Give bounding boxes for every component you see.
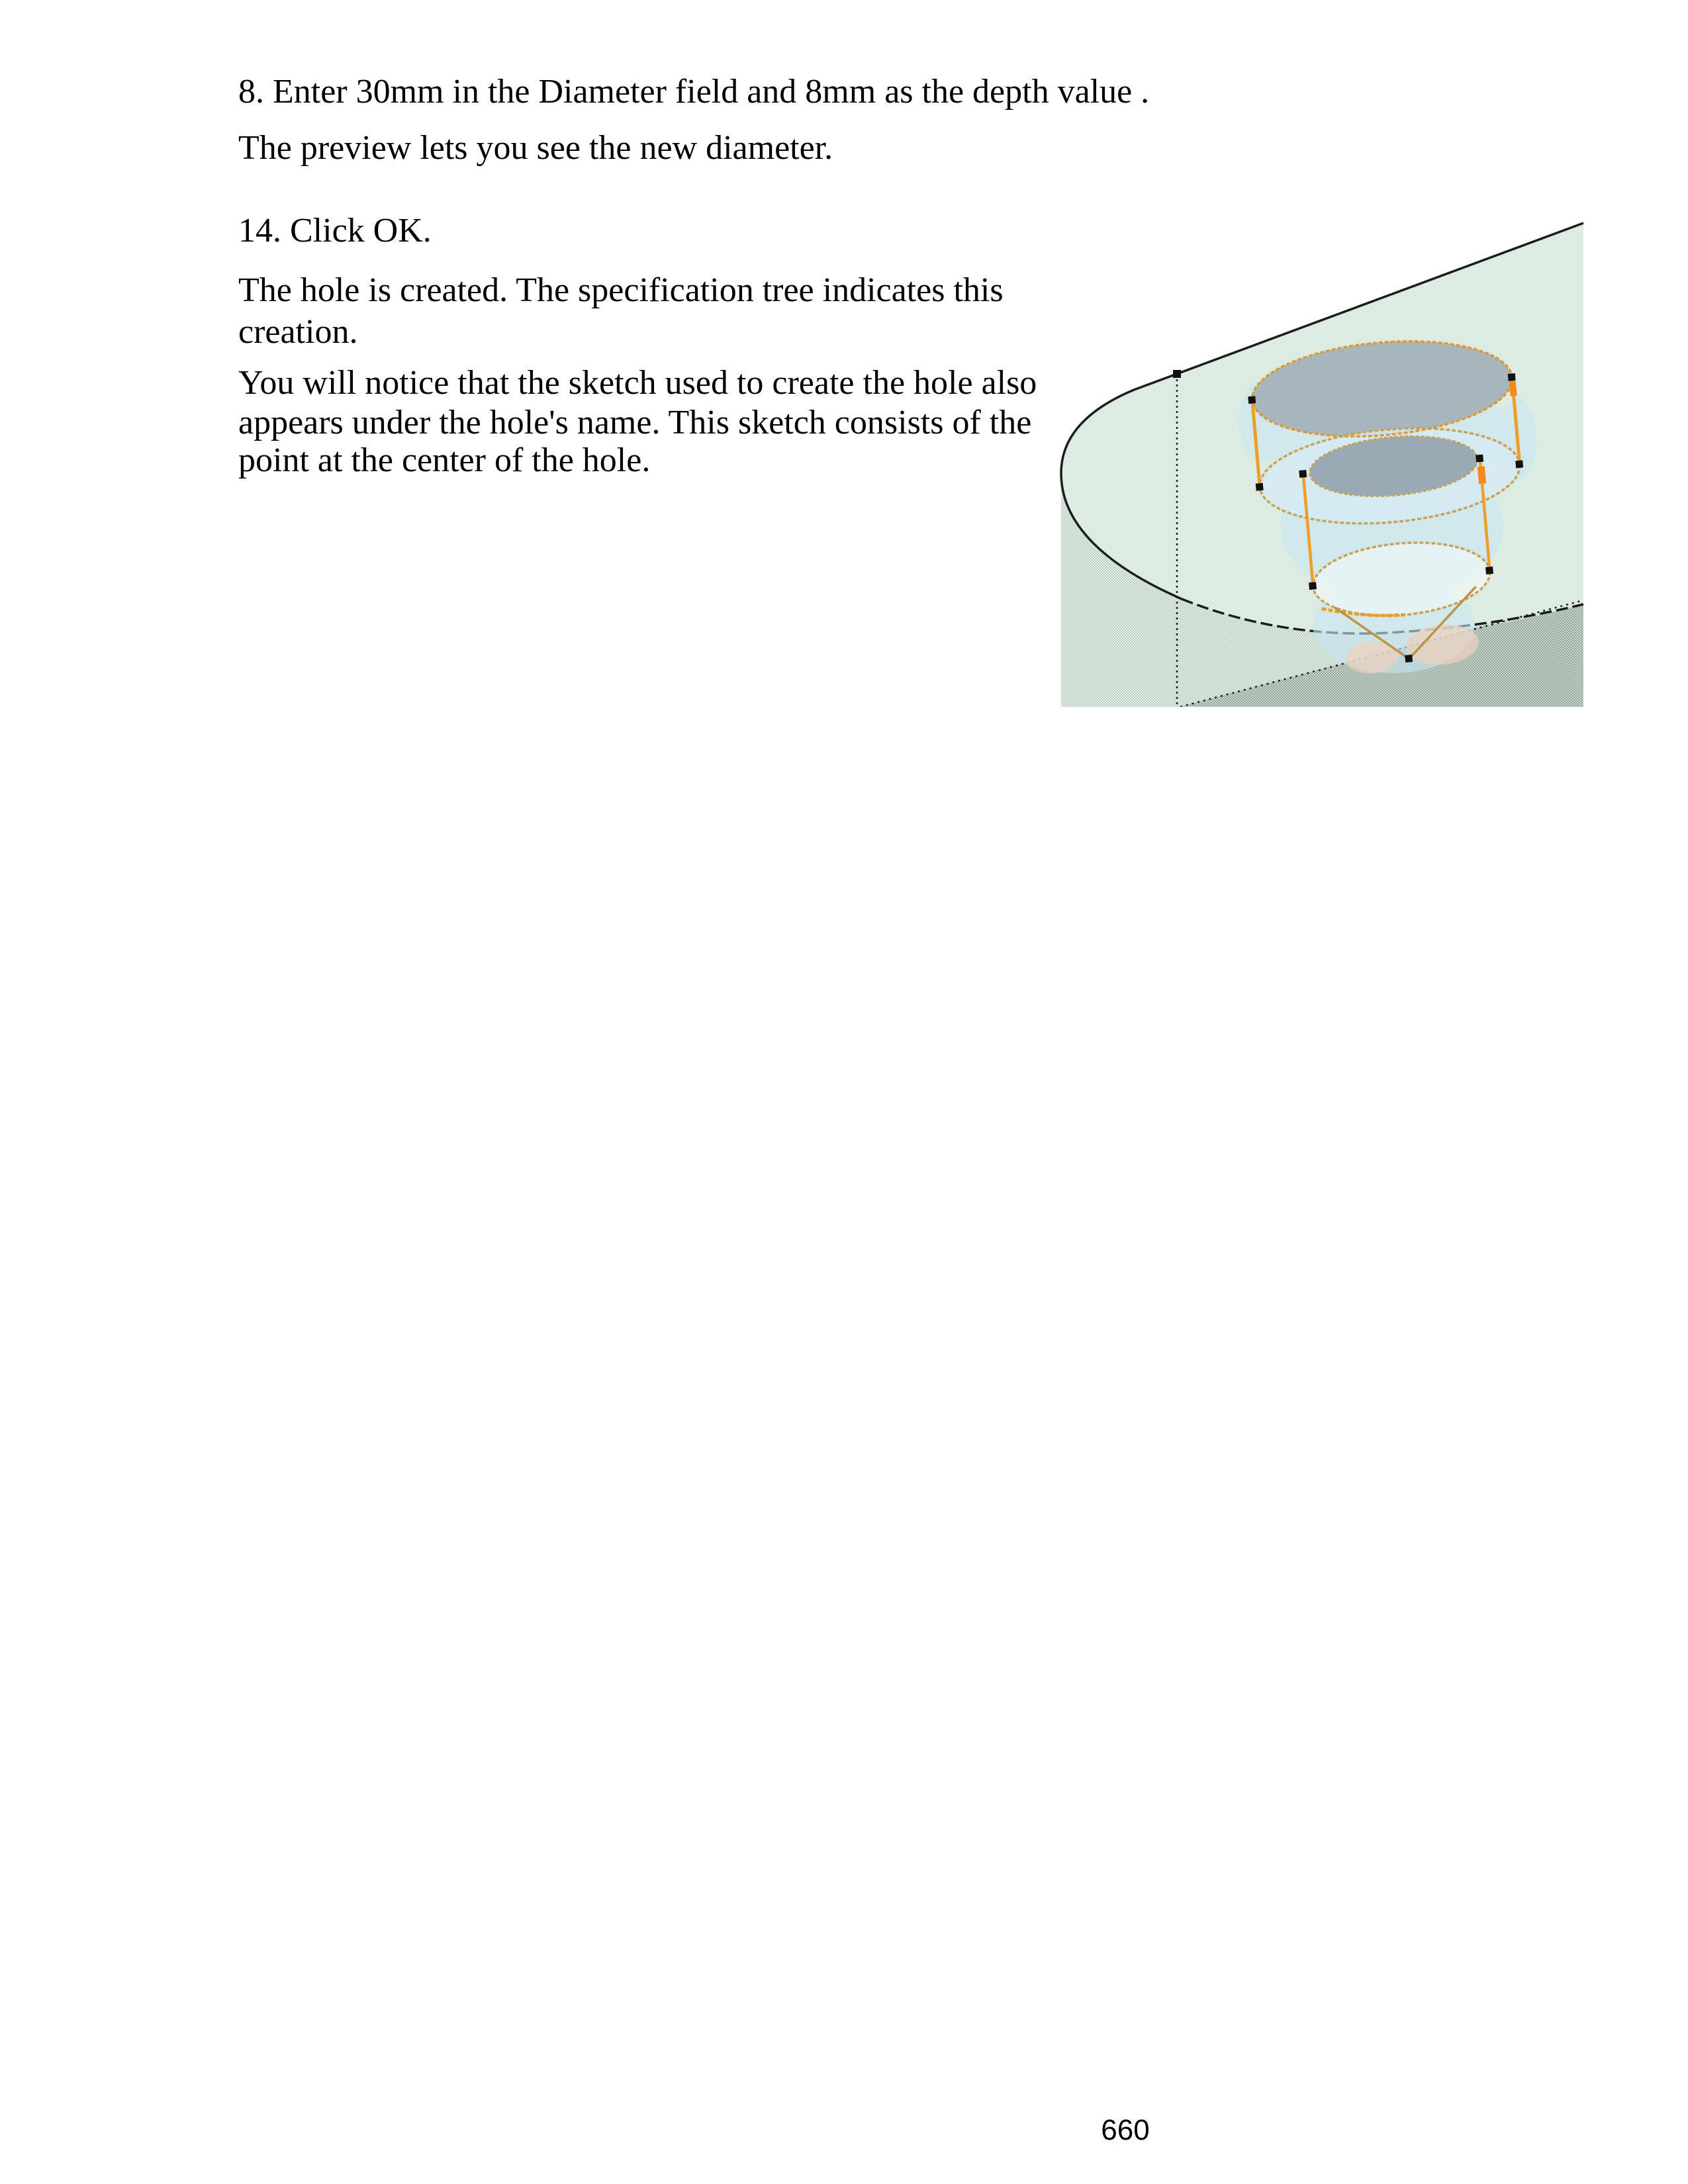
result-text-line-1: The hole is created. The specification tree indicates this (238, 271, 1004, 309)
step-8-note: The preview lets you see the new diameter. (238, 129, 833, 167)
page-number: 660 (1101, 2114, 1150, 2146)
step-14-instruction: 14. Click OK. (238, 212, 432, 250)
note-text-line-2: appears under the hole's name. This sketch consists of the (238, 404, 1032, 441)
hole-preview-3d-view (1023, 215, 1584, 707)
step-8-instruction: 8. Enter 30mm in the Diameter field and 8mm as the depth value . (238, 73, 1150, 111)
selected-edge-highlight-top (1509, 381, 1517, 396)
result-text-line-2: creation. (238, 313, 358, 351)
hole-preview-figure (1023, 215, 1584, 707)
selected-edge-highlight (1477, 466, 1486, 484)
note-text-line-1: You will notice that the sketch used to create the hole also (238, 364, 1037, 402)
note-text-line-3: point at the center of the hole. (238, 441, 651, 479)
construction-endpoint-marker (1173, 370, 1181, 378)
